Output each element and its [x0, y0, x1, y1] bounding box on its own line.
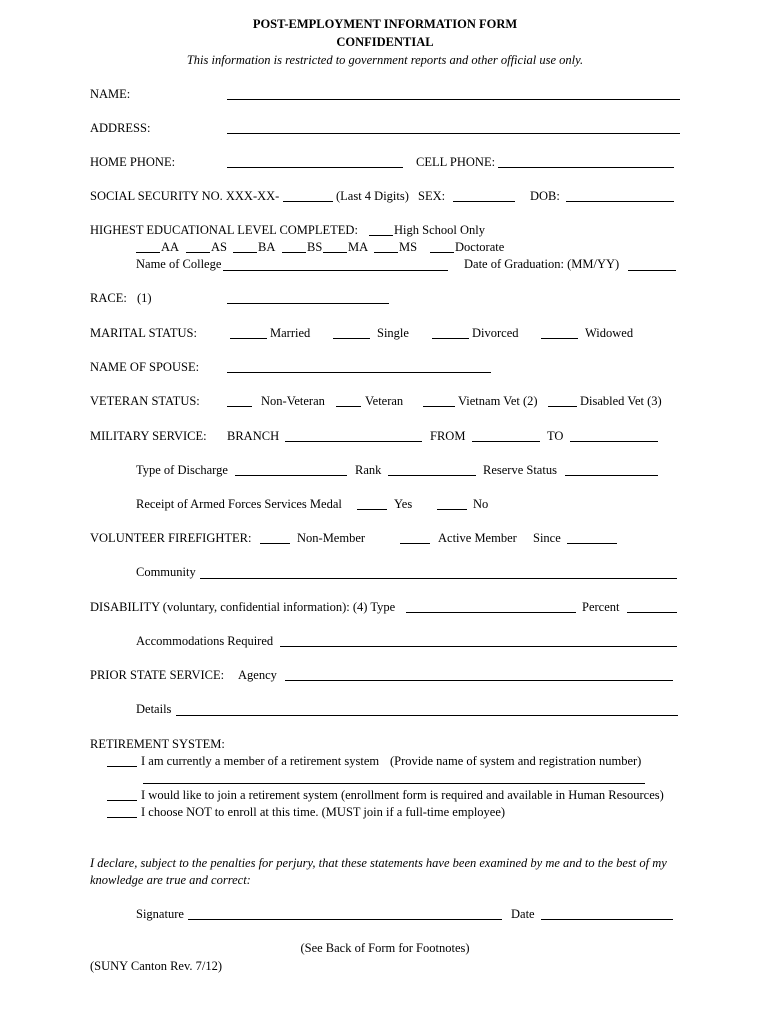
footnotes-reference: (See Back of Form for Footnotes): [300, 941, 470, 955]
address-field[interactable]: [227, 133, 680, 134]
aa-blank[interactable]: [136, 252, 160, 253]
accommodations-field[interactable]: [280, 646, 677, 647]
ma-blank[interactable]: [323, 252, 347, 253]
community-field[interactable]: [200, 578, 677, 579]
military-label: MILITARY SERVICE:: [90, 429, 207, 443]
single-option: Single: [377, 326, 409, 340]
medal-no-option: No: [473, 497, 489, 511]
ba-blank[interactable]: [233, 252, 257, 253]
widowed-blank[interactable]: [541, 338, 578, 339]
date-label: Date: [511, 907, 535, 921]
married-blank[interactable]: [230, 338, 267, 339]
non-veteran-blank[interactable]: [227, 406, 252, 407]
active-member-blank[interactable]: [400, 543, 430, 544]
reserve-field[interactable]: [565, 475, 658, 476]
firefighter-label: VOLUNTEER FIREFIGHTER:: [90, 531, 252, 545]
retirement-system-field[interactable]: [143, 783, 645, 784]
medal-label: Receipt of Armed Forces Services Medal: [136, 497, 342, 511]
sex-field[interactable]: [453, 201, 515, 202]
cell-phone-field[interactable]: [498, 167, 674, 168]
ba-option: BA: [258, 240, 276, 254]
veteran-option: Veteran: [365, 394, 404, 408]
member-blank[interactable]: [107, 766, 137, 767]
high-school-blank[interactable]: [369, 235, 393, 236]
disabled-vet-blank[interactable]: [548, 406, 577, 407]
vietnam-blank[interactable]: [423, 406, 455, 407]
cell-phone-label: CELL PHONE:: [416, 155, 496, 169]
bs-option: BS: [307, 240, 323, 254]
not-enroll-option: I choose NOT to enroll at this time. (MUST join if a full-time employee): [141, 805, 506, 819]
graduation-field[interactable]: [628, 270, 676, 271]
as-option: AS: [211, 240, 227, 254]
rank-label: Rank: [355, 463, 382, 477]
spouse-field[interactable]: [227, 372, 491, 373]
discharge-field[interactable]: [235, 475, 347, 476]
high-school-option: High School Only: [394, 223, 485, 237]
community-label: Community: [136, 565, 196, 579]
graduation-label: Date of Graduation: (MM/YY): [464, 257, 620, 271]
branch-field[interactable]: [285, 441, 422, 442]
home-phone-field[interactable]: [227, 167, 403, 168]
ms-option: MS: [399, 240, 418, 254]
sex-label: SEX:: [418, 189, 446, 203]
disability-type-field[interactable]: [406, 612, 576, 613]
signature-field[interactable]: [188, 919, 502, 920]
aa-option: AA: [161, 240, 180, 254]
member-note: (Provide name of system and registration number): [390, 754, 642, 768]
college-label: Name of College: [136, 257, 222, 271]
veteran-blank[interactable]: [336, 406, 361, 407]
as-blank[interactable]: [186, 252, 210, 253]
dob-label: DOB:: [530, 189, 560, 203]
address-label: ADDRESS:: [90, 121, 151, 135]
name-field[interactable]: [227, 99, 680, 100]
doctorate-option: Doctorate: [455, 240, 505, 254]
disabled-vet-option: Disabled Vet (3): [580, 394, 662, 408]
percent-label: Percent: [582, 600, 620, 614]
to-field[interactable]: [570, 441, 658, 442]
details-label: Details: [136, 702, 172, 716]
home-phone-label: HOME PHONE:: [90, 155, 176, 169]
vietnam-option: Vietnam Vet (2): [458, 394, 538, 408]
ma-option: MA: [348, 240, 369, 254]
education-heading: HIGHEST EDUCATIONAL LEVEL COMPLETED:: [90, 223, 358, 237]
reserve-label: Reserve Status: [483, 463, 557, 477]
not-enroll-blank[interactable]: [107, 817, 137, 818]
divorced-blank[interactable]: [432, 338, 469, 339]
revision-note: (SUNY Canton Rev. 7/12): [90, 959, 223, 973]
active-member-option: Active Member: [438, 531, 517, 545]
declaration-line-1: I declare, subject to the penalties for perjury, that these statements have been examined by me and to the best of my: [90, 856, 667, 870]
accommodations-label: Accommodations Required: [136, 634, 274, 648]
single-blank[interactable]: [333, 338, 370, 339]
percent-field[interactable]: [627, 612, 677, 613]
member-option: I am currently a member of a retirement system: [141, 754, 380, 768]
discharge-label: Type of Discharge: [136, 463, 228, 477]
agency-label: Agency: [238, 668, 277, 682]
dob-field[interactable]: [566, 201, 674, 202]
signature-label: Signature: [136, 907, 184, 921]
non-veteran-option: Non-Veteran: [261, 394, 325, 408]
agency-field[interactable]: [285, 680, 673, 681]
veteran-label: VETERAN STATUS:: [90, 394, 200, 408]
medal-yes-blank[interactable]: [357, 509, 387, 510]
declaration-line-2: knowledge are true and correct:: [90, 873, 251, 887]
rank-field[interactable]: [388, 475, 476, 476]
divorced-option: Divorced: [472, 326, 519, 340]
spouse-label: NAME OF SPOUSE:: [90, 360, 200, 374]
since-field[interactable]: [567, 543, 617, 544]
retirement-heading: RETIREMENT SYSTEM:: [90, 737, 225, 751]
restriction-notice: This information is restricted to government reports and other official use only.: [186, 53, 584, 67]
college-field[interactable]: [223, 270, 448, 271]
race-label: RACE:: [90, 291, 127, 305]
non-member-blank[interactable]: [260, 543, 290, 544]
since-label: Since: [533, 531, 561, 545]
ssn-label: SOCIAL SECURITY NO. XXX-XX-: [90, 189, 280, 203]
doctorate-blank[interactable]: [430, 252, 454, 253]
from-label: FROM: [430, 429, 466, 443]
to-label: TO: [547, 429, 564, 443]
marital-label: MARITAL STATUS:: [90, 326, 197, 340]
widowed-option: Widowed: [585, 326, 634, 340]
date-field[interactable]: [541, 919, 673, 920]
name-label: NAME:: [90, 87, 131, 101]
ssn-field[interactable]: [283, 201, 333, 202]
prior-service-label: PRIOR STATE SERVICE:: [90, 668, 225, 682]
details-field[interactable]: [176, 715, 678, 716]
non-member-option: Non-Member: [297, 531, 366, 545]
medal-no-blank[interactable]: [437, 509, 467, 510]
from-field[interactable]: [472, 441, 540, 442]
disability-label: DISABILITY (voluntary, confidential information): (4) Type: [90, 600, 396, 614]
ssn-hint: (Last 4 Digits): [336, 189, 409, 203]
medal-yes-option: Yes: [394, 497, 413, 511]
race-footnote: (1): [137, 291, 152, 305]
join-option: I would like to join a retirement system (enrollment form is required and available in Human Resources): [141, 788, 664, 802]
ms-blank[interactable]: [374, 252, 398, 253]
bs-blank[interactable]: [282, 252, 306, 253]
race-field[interactable]: [227, 303, 389, 304]
join-blank[interactable]: [107, 800, 137, 801]
form-subtitle: CONFIDENTIAL: [336, 35, 434, 49]
married-option: Married: [270, 326, 311, 340]
branch-label: BRANCH: [227, 429, 280, 443]
form-title: POST-EMPLOYMENT INFORMATION FORM: [252, 17, 518, 31]
